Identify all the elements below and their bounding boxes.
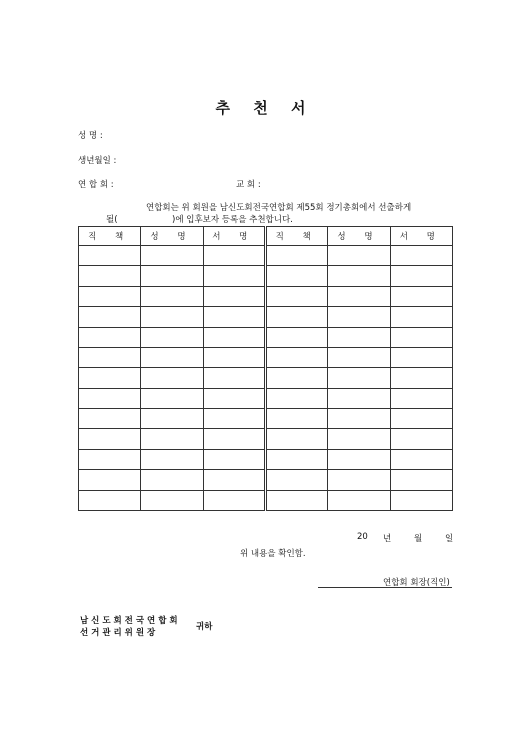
table-cell[interactable]	[79, 307, 141, 327]
date-year-label: 년	[383, 534, 392, 544]
signer-label: 연합회 회장(직인)	[383, 578, 450, 588]
table-row	[79, 307, 453, 327]
name-label: 성 명 :	[78, 131, 103, 141]
table-cell[interactable]	[265, 246, 327, 266]
table-cell[interactable]	[141, 388, 203, 408]
union-label: 연 합 회 :	[78, 180, 114, 190]
table-cell[interactable]	[265, 347, 327, 367]
recipient-line-2: 선 거 관 리 위 원 장	[80, 628, 156, 638]
table-cell[interactable]	[203, 368, 265, 388]
table-cell[interactable]	[390, 307, 452, 327]
table-cell[interactable]	[141, 449, 203, 469]
table-cell[interactable]	[265, 470, 327, 490]
table-cell[interactable]	[328, 307, 390, 327]
table-cell[interactable]	[203, 449, 265, 469]
table-cell[interactable]	[203, 266, 265, 286]
table-cell[interactable]	[79, 347, 141, 367]
recommendation-line-1: 연합회는 위 회원을 남신도회전국연합회 제55회 정기총회에서 선출하게	[146, 203, 412, 213]
table-row	[79, 347, 453, 367]
table-cell[interactable]	[79, 286, 141, 306]
table-cell[interactable]	[328, 490, 390, 511]
table-row	[79, 388, 453, 408]
table-cell[interactable]	[265, 490, 327, 511]
table-cell[interactable]	[141, 246, 203, 266]
page-title: 추 천 서	[215, 99, 315, 117]
table-cell[interactable]	[79, 266, 141, 286]
date-month-label: 월	[414, 534, 423, 544]
table-cell[interactable]	[203, 307, 265, 327]
date-year-prefix: 20	[357, 532, 368, 542]
table-cell[interactable]	[141, 429, 203, 449]
table-cell[interactable]	[141, 327, 203, 347]
table-cell[interactable]	[328, 347, 390, 367]
table-cell[interactable]	[203, 470, 265, 490]
table-cell[interactable]	[79, 449, 141, 469]
table-row	[79, 490, 453, 511]
recommendation-line-2-prefix: 될(	[106, 215, 118, 225]
header-signature-1: 서 명	[203, 227, 265, 246]
table-cell[interactable]	[390, 429, 452, 449]
header-name-1: 성 명	[141, 227, 203, 246]
table-cell[interactable]	[265, 449, 327, 469]
table-row	[79, 409, 453, 429]
recommendation-line-2-suffix: )에 입후보자 등록을 추천합니다.	[172, 215, 293, 225]
table-cell[interactable]	[79, 409, 141, 429]
table-cell[interactable]	[328, 266, 390, 286]
table-cell[interactable]	[328, 388, 390, 408]
table-cell[interactable]	[265, 409, 327, 429]
table-cell[interactable]	[328, 327, 390, 347]
table-cell[interactable]	[390, 388, 452, 408]
table-cell[interactable]	[141, 470, 203, 490]
table-row	[79, 286, 453, 306]
table-cell[interactable]	[79, 429, 141, 449]
header-signature-2: 서 명	[390, 227, 452, 246]
table-cell[interactable]	[203, 246, 265, 266]
header-name-2: 성 명	[328, 227, 390, 246]
recipient-suffix: 귀하	[196, 622, 213, 632]
table-cell[interactable]	[390, 368, 452, 388]
recommendation-table	[78, 226, 453, 511]
table-cell[interactable]	[265, 286, 327, 306]
date-day-label: 일	[445, 534, 454, 544]
table-cell[interactable]	[265, 307, 327, 327]
table-cell[interactable]	[141, 266, 203, 286]
table-cell[interactable]	[328, 449, 390, 469]
table-cell[interactable]	[390, 286, 452, 306]
table-cell[interactable]	[141, 286, 203, 306]
table-cell[interactable]	[79, 388, 141, 408]
table-cell[interactable]	[141, 409, 203, 429]
table-cell[interactable]	[328, 246, 390, 266]
table-cell[interactable]	[265, 266, 327, 286]
table-cell[interactable]	[390, 347, 452, 367]
table-cell[interactable]	[328, 368, 390, 388]
table-cell[interactable]	[203, 286, 265, 306]
table-cell[interactable]	[390, 490, 452, 511]
table-cell[interactable]	[141, 347, 203, 367]
table-cell[interactable]	[390, 246, 452, 266]
table-cell[interactable]	[390, 409, 452, 429]
header-position-1: 직 책	[79, 227, 141, 246]
table-cell[interactable]	[265, 327, 327, 347]
birth-label: 생년월일 :	[78, 156, 117, 166]
table-cell[interactable]	[79, 246, 141, 266]
table-cell[interactable]	[265, 429, 327, 449]
table-cell[interactable]	[203, 429, 265, 449]
header-position-2: 직 책	[265, 227, 327, 246]
table-cell[interactable]	[203, 327, 265, 347]
table-cell[interactable]	[141, 307, 203, 327]
table-cell[interactable]	[203, 409, 265, 429]
table-row	[79, 266, 453, 286]
table-cell[interactable]	[141, 490, 203, 511]
table-cell[interactable]	[203, 490, 265, 511]
table-cell[interactable]	[390, 327, 452, 347]
table-cell[interactable]	[203, 347, 265, 367]
table-body	[79, 246, 453, 511]
recipient-line-1: 남 신 도 회 전 국 연 합 회	[80, 616, 178, 626]
table-cell[interactable]	[390, 449, 452, 469]
table-cell[interactable]	[79, 490, 141, 511]
table-header-row	[79, 227, 453, 246]
table-cell[interactable]	[328, 409, 390, 429]
table-cell[interactable]	[79, 368, 141, 388]
table-cell[interactable]	[265, 368, 327, 388]
table-row	[79, 429, 453, 449]
table-cell[interactable]	[390, 470, 452, 490]
table-row	[79, 246, 453, 266]
confirm-text: 위 내용을 확인함.	[240, 549, 306, 559]
table-cell[interactable]	[79, 470, 141, 490]
table-cell[interactable]	[79, 327, 141, 347]
table-row	[79, 327, 453, 347]
table-cell[interactable]	[141, 368, 203, 388]
table-row	[79, 449, 453, 469]
table-row	[79, 368, 453, 388]
table-cell[interactable]	[390, 266, 452, 286]
table-cell[interactable]	[265, 388, 327, 408]
table-row	[79, 470, 453, 490]
table-cell[interactable]	[328, 470, 390, 490]
church-label: 교 회 :	[236, 180, 261, 190]
table-cell[interactable]	[328, 286, 390, 306]
table-cell[interactable]	[328, 429, 390, 449]
table-cell[interactable]	[203, 388, 265, 408]
